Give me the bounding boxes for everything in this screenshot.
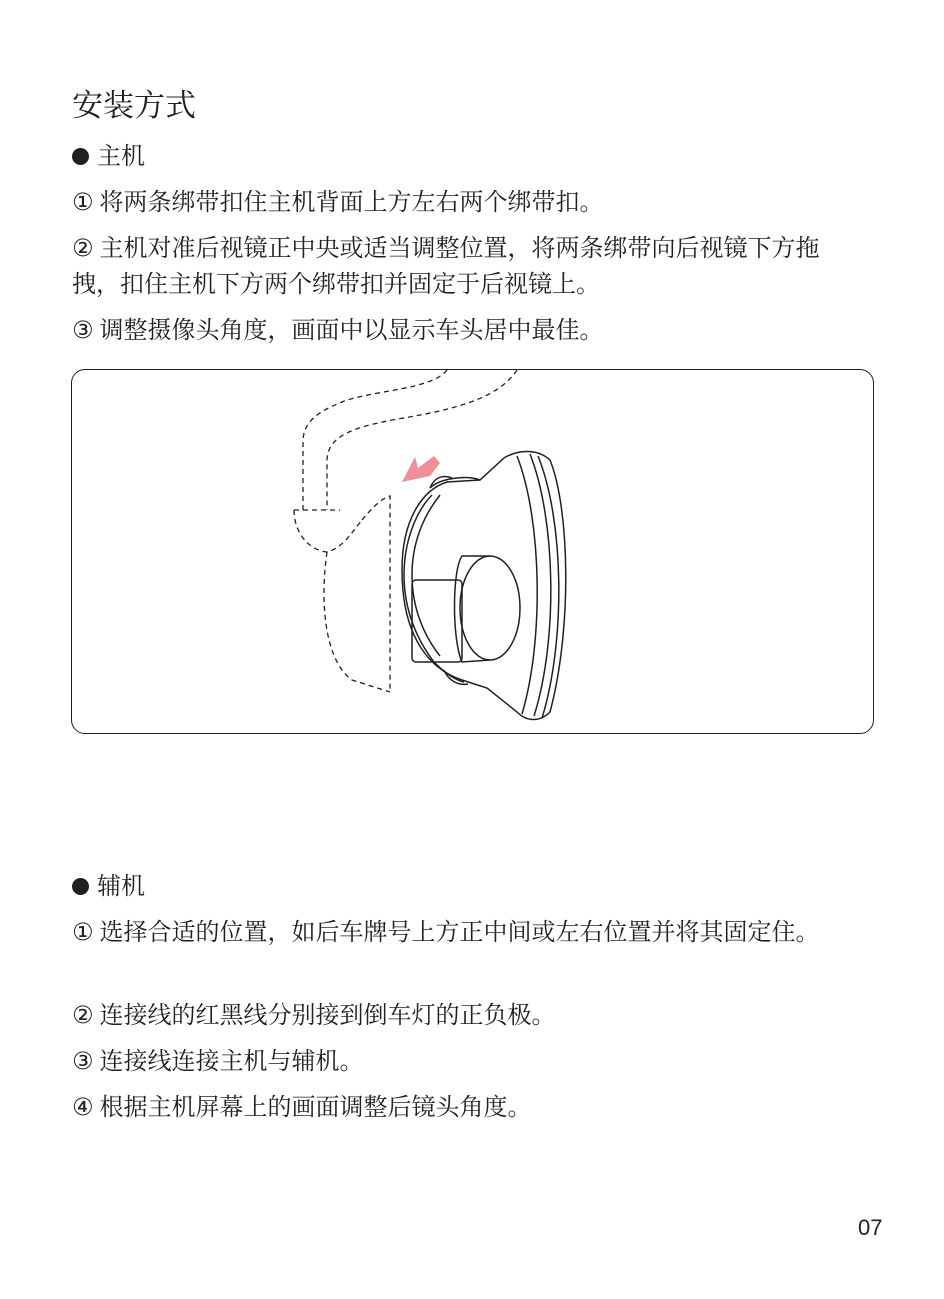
- step-text: 调整摄像头角度，画面中以显示车头居中最佳。: [99, 316, 604, 344]
- page-number: 07: [858, 1215, 883, 1240]
- main-step-1: [72, 184, 862, 220]
- step-text: 根据主机屏幕上的画面调整后镜头角度。: [99, 1093, 532, 1121]
- aux-step-3: [72, 1043, 862, 1079]
- direction-arrow-icon: [402, 456, 440, 482]
- aux-step-2: [72, 997, 862, 1033]
- step-number: ③: [72, 316, 94, 344]
- aux-step-4: [72, 1089, 862, 1125]
- rear-view-mirror-outline: [294, 370, 517, 692]
- step-text: 将两条绑带扣住主机背面上方左右两个绑带扣。: [99, 188, 604, 216]
- bullet-dot-icon: [72, 878, 89, 895]
- step-number: ②: [72, 234, 94, 262]
- aux-unit-heading: [72, 868, 145, 904]
- step-text: 连接线连接主机与辅机。: [99, 1047, 364, 1075]
- step-text: 选择合适的位置，如后车牌号上方正中间或左右位置并将其固定住。: [99, 918, 820, 946]
- installation-illustration: [71, 369, 874, 734]
- section-title: 安装方式: [72, 88, 196, 124]
- main-unit-heading: [72, 138, 145, 174]
- aux-step-1: [72, 914, 862, 950]
- mirror-mount-drawing: [72, 370, 875, 735]
- step-number: ④: [72, 1093, 94, 1121]
- step-number: ①: [72, 188, 94, 216]
- step-number: ①: [72, 918, 94, 946]
- step-number: ③: [72, 1047, 94, 1075]
- bullet-dot-icon: [72, 148, 89, 165]
- step-text: 主机对准后视镜正中央或适当调整位置，将两条绑带向后视镜下方拖拽，扣住主机下方两个绑带扣并固定于后视镜上。: [72, 234, 820, 298]
- aux-unit-heading-text: 辅机: [97, 872, 145, 900]
- step-text: 连接线的红黑线分别接到倒车灯的正负极。: [99, 1001, 556, 1029]
- dash-camera-body: [402, 452, 566, 720]
- main-step-3: [72, 312, 862, 348]
- main-unit-heading-text: 主机: [97, 142, 145, 170]
- step-number: ②: [72, 1001, 94, 1029]
- main-step-2: [72, 230, 862, 302]
